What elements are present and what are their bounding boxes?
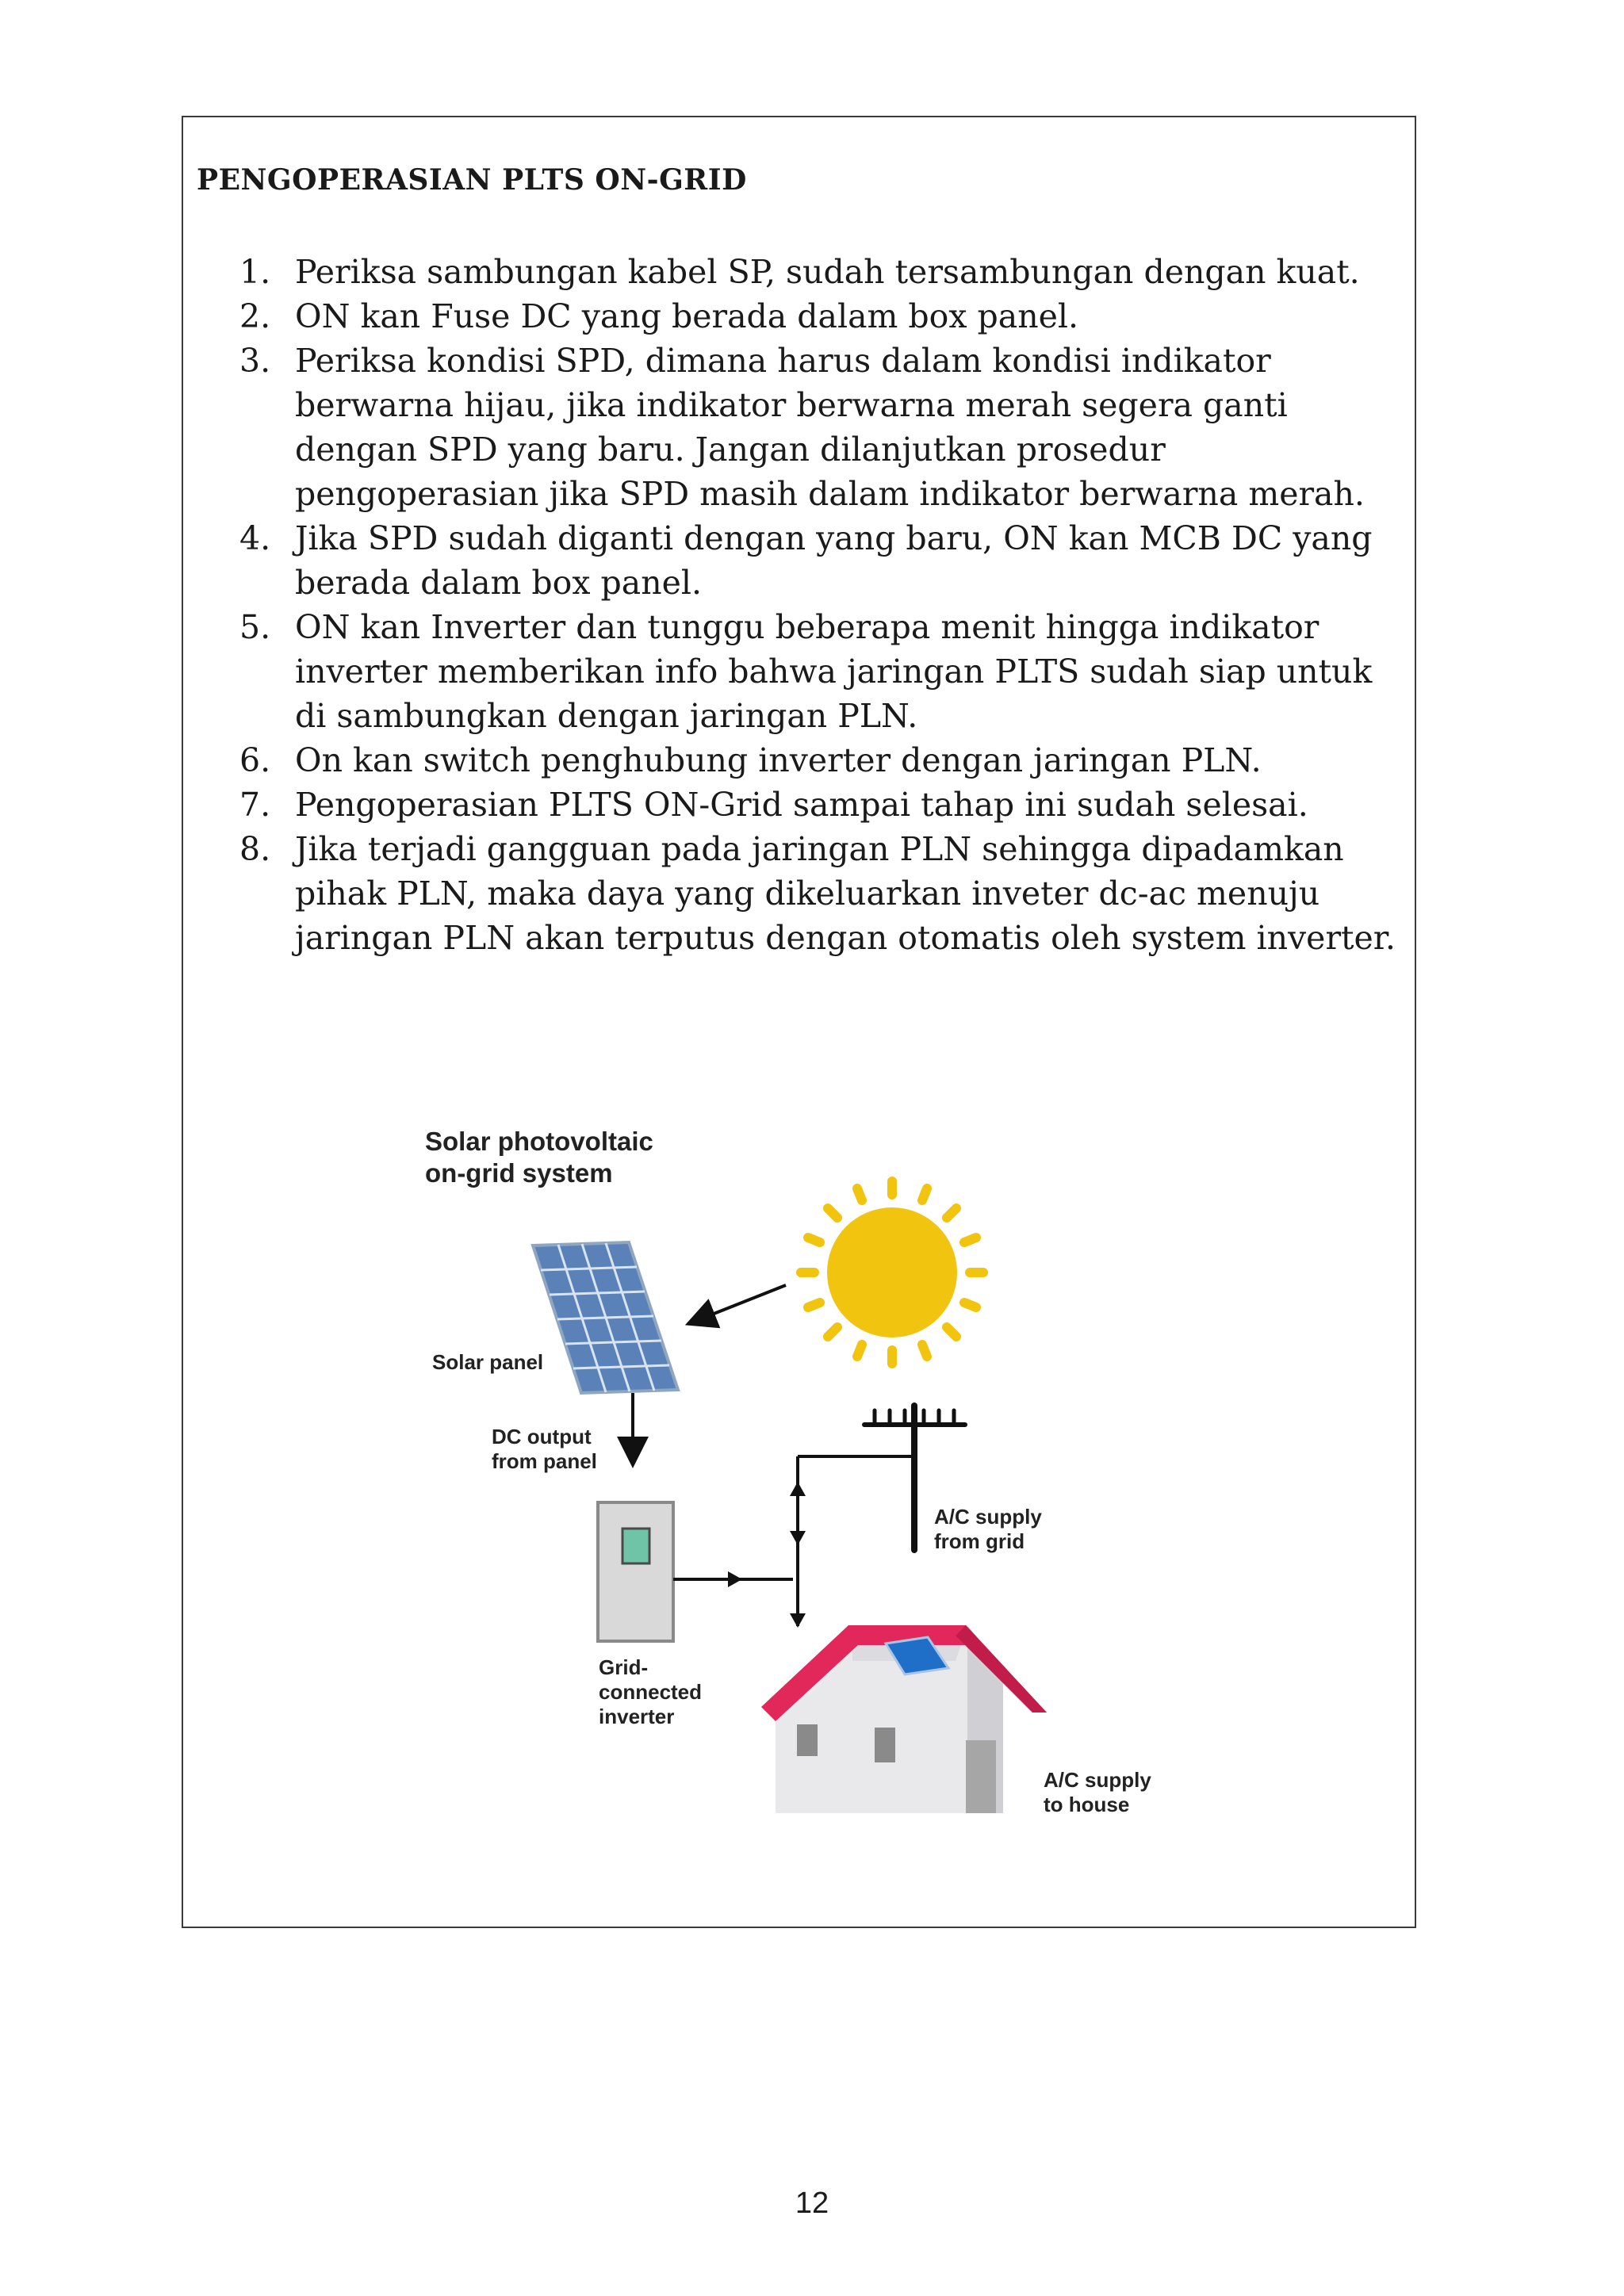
inverter-label: inverter [599, 1705, 675, 1728]
list-item [239, 783, 1413, 827]
dc-output-label: from panel [492, 1449, 597, 1473]
inverter-icon [598, 1502, 673, 1641]
sun-icon [801, 1181, 983, 1364]
step-number: 1. [239, 253, 271, 291]
list-item [239, 605, 1413, 738]
arrow-icon [790, 1482, 806, 1496]
sunlight-arrow [694, 1285, 786, 1322]
step-number: 5. [239, 608, 271, 646]
inverter-label: Grid- [599, 1655, 649, 1679]
step-number: 4. [239, 519, 271, 557]
step-text: ON kan Inverter dan tunggu beberapa menit hingga indikator inverter memberikan info bahwa jaringan PLTS sudah siap untuk di sambungkan dengan jaringan PLN. [295, 608, 1373, 735]
step-text: Periksa sambungan kabel SP, sudah tersambungan dengan kuat. [295, 253, 1360, 291]
list-item [239, 516, 1413, 605]
step-text: Jika SPD sudah diganti dengan yang baru, ON kan MCB DC yang berada dalam box panel. [295, 519, 1373, 602]
page-number: 12 [795, 2187, 829, 2220]
step-number: 8. [239, 830, 271, 868]
grid-supply-label: A/C supply [934, 1505, 1042, 1529]
page-title: PENGOPERASIAN PLTS ON-GRID [197, 163, 747, 197]
arrow-icon [728, 1571, 742, 1587]
diagram-title: Solar photovoltaic [425, 1127, 653, 1156]
step-text: Pengoperasian PLTS ON-Grid sampai tahap ini sudah selesai. [295, 786, 1308, 824]
solar-panel-label: Solar panel [432, 1350, 544, 1374]
list-item [239, 339, 1413, 516]
house-icon [761, 1625, 1047, 1813]
step-text: Periksa kondisi SPD, dimana harus dalam kondisi indikator berwarna hijau, jika indikator berwarna merah segera ganti dengan SPD yang baru. Jangan dilanjutkan prosedur pengoperasian jika SPD masih dalam indikator berwarna merah. [295, 342, 1365, 513]
inverter-label: connected [599, 1680, 703, 1704]
step-text: On kan switch penghubung inverter dengan jaringan PLN. [295, 741, 1262, 779]
grid-supply-label: from grid [934, 1529, 1025, 1553]
diagram-title: on-grid system [425, 1158, 613, 1188]
house-supply-label: A/C supply [1044, 1768, 1151, 1792]
list-item [239, 294, 1413, 339]
list-item [239, 738, 1413, 783]
arrow-icon [790, 1613, 806, 1628]
house-supply-label: to house [1044, 1793, 1130, 1816]
step-text: Jika terjadi gangguan pada jaringan PLN sehingga dipadamkan pihak PLN, maka daya yang dikeluarkan inveter dc-ac menuju jaringan PLN akan terputus dengan otomatis oleh system inverter. [295, 830, 1396, 957]
step-number: 3. [239, 342, 271, 380]
arrow-icon [790, 1531, 806, 1545]
dc-output-label: DC output [492, 1425, 592, 1448]
step-number: 7. [239, 786, 271, 824]
step-text: ON kan Fuse DC yang berada dalam box panel. [295, 297, 1079, 335]
procedure-list [239, 250, 1413, 960]
on-grid-system-diagram [396, 1106, 1205, 1835]
solar-panel-icon [533, 1242, 678, 1393]
step-number: 6. [239, 741, 271, 779]
list-item [239, 827, 1413, 960]
step-number: 2. [239, 297, 271, 335]
list-item [239, 250, 1413, 294]
